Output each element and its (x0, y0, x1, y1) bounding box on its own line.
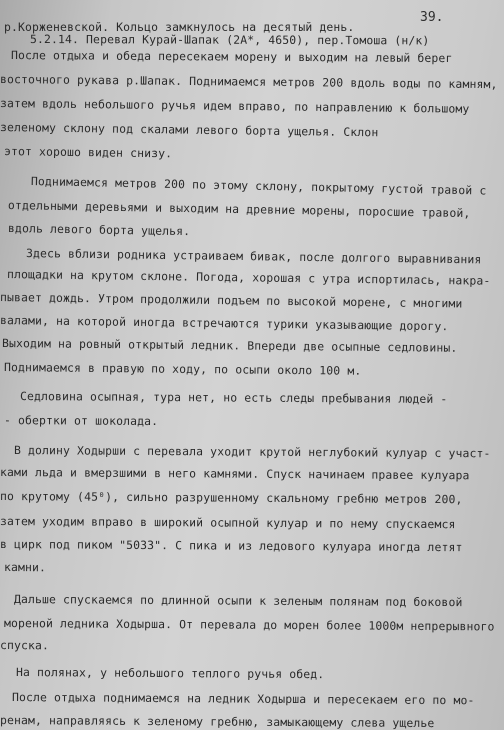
text-line: На полянах, у небольшого теплого ручья обед. (15, 665, 325, 682)
text-line: Здесь вблизи родника устраиваем бивак, после долгого выравнивания (25, 246, 482, 267)
text-line: вдоль левого борта ущелья. (7, 221, 191, 239)
text-line: пывает дождь. Утром продолжили подъем по высокой морене, с многими (0, 290, 463, 311)
text-line: затем уходим вправо в широкий осыпной кулуар и по нему спускаемся (0, 514, 456, 532)
text-line: затем вдоль небольшого ручья идем вправо, по направлению к большому (0, 96, 470, 116)
text-line: зеленому склону под скалами левого борта ущелья. Склон (0, 120, 379, 140)
text-line: этот хорошо виден снизу. (3, 144, 173, 161)
text-line: валами, на которой иногда встречаются турики указывающие дорогу. (0, 313, 449, 334)
text-line: - обертки от шоколада. (3, 413, 159, 429)
page-number: 39. (420, 10, 444, 25)
text-line: Поднимаемся метров 200 по этому склону, покрытому густой травой с (30, 174, 487, 198)
text-line: отдельными деревьями и выходим на древние морены, поросшие травой, (7, 198, 471, 221)
text-line: камни. (3, 560, 47, 575)
text-line: В долину Ходырши с перевала уходит крутой неглубокий кулуар с участ- (13, 443, 491, 461)
text-line: ками льда и вмерзшими в него камнями. Спуск начинаем правее кулуара (0, 465, 470, 483)
text-line: Дальше спускаемся по длинной осыпи к зеленым полянам под боковой (13, 592, 463, 610)
text-line: в цирк под пиком "5033". С пика и из ледового кулуара иногда летят (0, 537, 463, 555)
text-line: площадки на крутом склоне. Погода, хорошая с утра испортилась, накра- (6, 267, 491, 288)
text-line: восточного рукава р.Шапак. Поднимаемся метров 200 вдоль воды по камням, (0, 72, 498, 92)
text-line: р.Корженевской. Кольцо замкнулось на десятый день. (4, 20, 355, 34)
text-line: Седловина осыпная, тура нет, но есть следы пребывания людей - (19, 389, 448, 406)
text-line: После отдыха и обеда пересекаем морену и выходим на левый берег (10, 48, 453, 66)
text-line: Выходим на ровный открытый ледник. Впереди две осыпные седловины. (1, 336, 458, 355)
text-line: 5.2.14. Перевал Курай-Шапак (2А*, 4650), пер.Томоша (н/к) (29, 32, 430, 48)
text-line: спуска. (0, 638, 50, 653)
text-line: ренам, направляясь к зеленому гребню, замыкающему слева ущелье (0, 713, 435, 730)
text-line: мореной ледника Ходырша. От перевала до морен более 1000м непрерывного (3, 616, 495, 634)
text-line: Поднимаемся в правую по ходу, по осыпи около 100 м. (3, 360, 362, 378)
text-line: После отдыха поднимаемся на ледник Ходырша и пересекаем его по мо- (11, 690, 475, 708)
text-line: по крутому (45⁰), сильно разрушенному скальному гребню метров 200, (0, 489, 463, 507)
